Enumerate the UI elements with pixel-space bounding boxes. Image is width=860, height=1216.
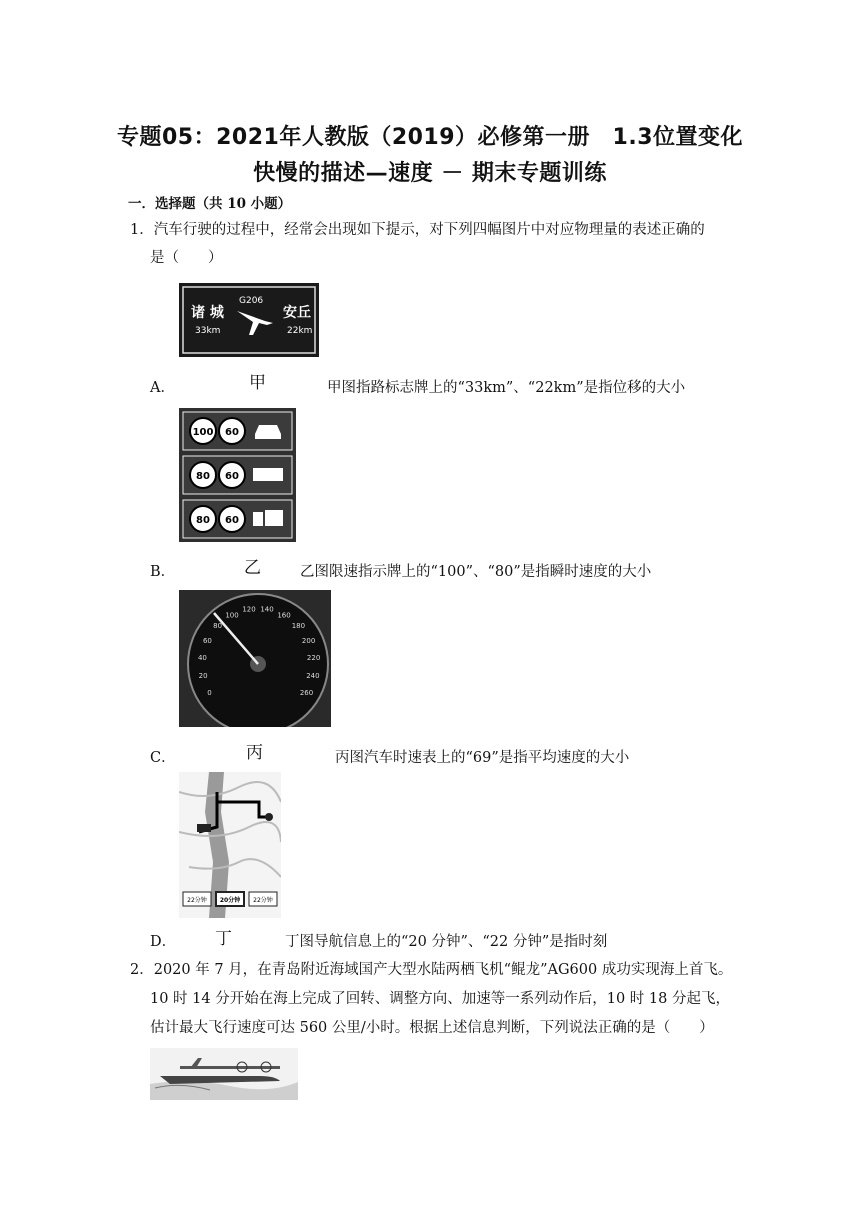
speedometer-tick-label: 260 [299, 689, 314, 697]
option-d-caption: 丁 [215, 929, 232, 949]
q2-line3: 估计最大飞行速度可达 560 公里/小时。根据上述信息判断，下列说法正确的是（ ） [150, 1020, 714, 1036]
page-title-line2: 快慢的描述—速度 － 期末专题训练 [253, 161, 607, 186]
option-b-letter: B． [150, 564, 176, 580]
svg-text:80: 80 [196, 515, 210, 526]
map-time-1: 22分钟 [187, 897, 207, 904]
section-heading: 一．选择题（共 10 小题） [128, 196, 292, 212]
speedometer-tick-label: 20 [198, 672, 208, 681]
option-a-letter: A． [150, 380, 175, 396]
speedometer-tick-label: 160 [277, 611, 291, 620]
speedometer-tick-label: 100 [225, 611, 239, 620]
speedometer-tick-label: 140 [260, 605, 274, 614]
speedometer-tick-label: 180 [291, 622, 306, 631]
q1-stem-line2: 是（ ） [150, 250, 223, 266]
road-sign-image [179, 283, 319, 357]
q2-line2: 10 时 14 分开始在海上完成了回转、调整方向、加速等一系列动作后，10 时 18 分起飞， [150, 991, 730, 1007]
sign-right-km: 22km [287, 326, 313, 336]
page-title-line1: 专题05：2021年人教版（2019）必修第一册 1.3位置变化 [116, 125, 744, 150]
speedometer-tick-label: 220 [306, 654, 321, 663]
svg-text:100: 100 [192, 427, 214, 438]
option-a-caption: 甲 [249, 373, 266, 393]
speedometer-tick-label: 120 [242, 605, 256, 614]
map-time-2: 20分钟 [219, 897, 241, 904]
speedometer-tick-label: 60 [202, 637, 212, 645]
svg-text:80: 80 [196, 471, 210, 482]
seaplane-image [150, 1048, 298, 1100]
speed-limit-sign-image [179, 408, 296, 542]
option-c-caption: 丙 [246, 743, 263, 763]
speedometer-image [179, 590, 331, 727]
option-c-text: 丙图汽车时速表上的“69”是指平均速度的大小 [335, 750, 630, 766]
speedometer-tick-label: 40 [197, 654, 207, 663]
q2-line1: 2．2020 年 7 月，在青岛附近海域国产大型水陆两栖飞机“鲲龙”AG600 成功实现海上首飞。 [130, 962, 733, 978]
svg-text:60: 60 [225, 515, 239, 526]
option-c-letter: C． [150, 750, 176, 766]
bus-icon [253, 468, 283, 481]
map-time-3: 22分钟 [253, 897, 273, 904]
speedometer-tick-label: 80 [213, 622, 223, 631]
truck-icon [253, 510, 283, 526]
option-b-caption: 乙 [244, 558, 261, 578]
svg-text:60: 60 [225, 427, 239, 438]
navigation-map-image [179, 772, 281, 918]
sign-left-city: 诸 城 [191, 305, 224, 321]
sign-road-number: G206 [239, 296, 264, 306]
svg-text:60: 60 [225, 471, 239, 482]
speedometer-tick-label: 0 [207, 689, 212, 697]
q1-stem-line1: 1．汽车行驶的过程中，经常会出现如下提示，对下列四幅图片中对应物理量的表述正确的 [130, 222, 705, 238]
speedometer-tick-label: 240 [306, 672, 320, 681]
speedometer-tick-label: 200 [301, 637, 316, 645]
option-d-text: 丁图导航信息上的“20 分钟”、“22 分钟”是指时刻 [285, 934, 608, 950]
sign-right-city: 安丘 [283, 305, 311, 321]
option-d-letter: D． [150, 934, 177, 950]
option-b-text: 乙图限速指示牌上的“100”、“80”是指瞬时速度的大小 [300, 564, 652, 580]
sign-left-km: 33km [195, 326, 221, 336]
car-icon [255, 425, 281, 439]
option-a-text: 甲图指路标志牌上的“33km”、“22km”是指位移的大小 [327, 380, 686, 396]
